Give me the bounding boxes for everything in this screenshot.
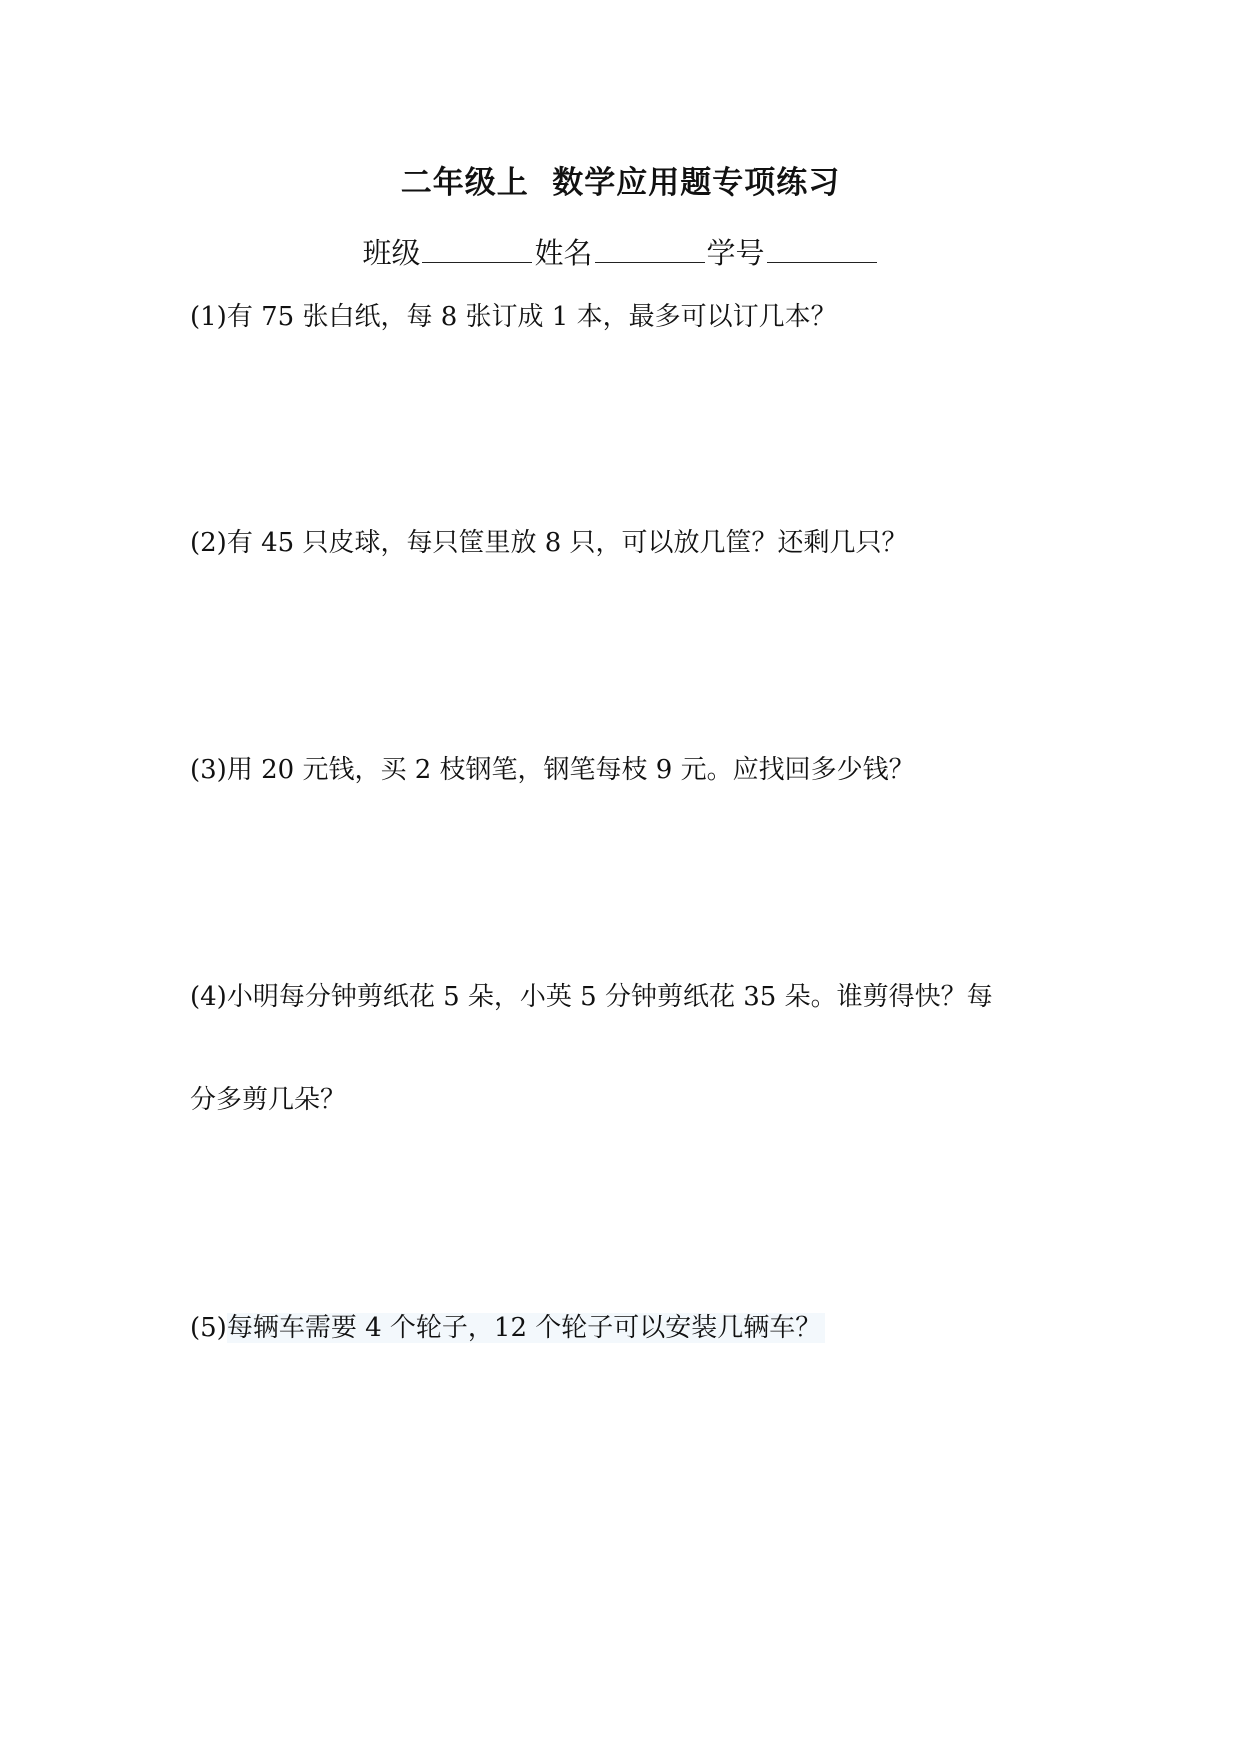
question-4-line-1: (4)小明每分钟剪纸花 5 朵，小英 5 分钟剪纸花 35 朵。谁剪得快？每 xyxy=(190,982,993,1012)
class-blank[interactable] xyxy=(422,232,532,263)
id-label: 学号 xyxy=(706,236,765,270)
question-2: (2)有 45 只皮球，每只筐里放 8 只，可以放几筐？还剩几只？ xyxy=(190,528,908,558)
id-blank[interactable] xyxy=(767,232,877,263)
question-1: (1)有 75 张白纸，每 8 张订成 1 本，最多可以订几本？ xyxy=(190,302,837,332)
question-5-text: 每辆车需要 4 个轮子，12 个轮子可以安装几辆车？ xyxy=(227,1313,825,1343)
question-5 xyxy=(190,1308,1090,1348)
student-info-line xyxy=(0,232,1241,273)
name-blank[interactable] xyxy=(595,232,705,263)
question-4-line-2: 分多剪几朵？ xyxy=(190,1085,347,1115)
class-label: 班级 xyxy=(362,236,421,270)
question-3: (3)用 20 元钱，买 2 枝钢笔，钢笔每枝 9 元。应找回多少钱？ xyxy=(190,755,915,785)
question-5-number: (5) xyxy=(190,1313,227,1343)
name-label: 姓名 xyxy=(534,236,593,270)
page-title: 二年级上 数学应用题专项练习 xyxy=(400,165,841,201)
